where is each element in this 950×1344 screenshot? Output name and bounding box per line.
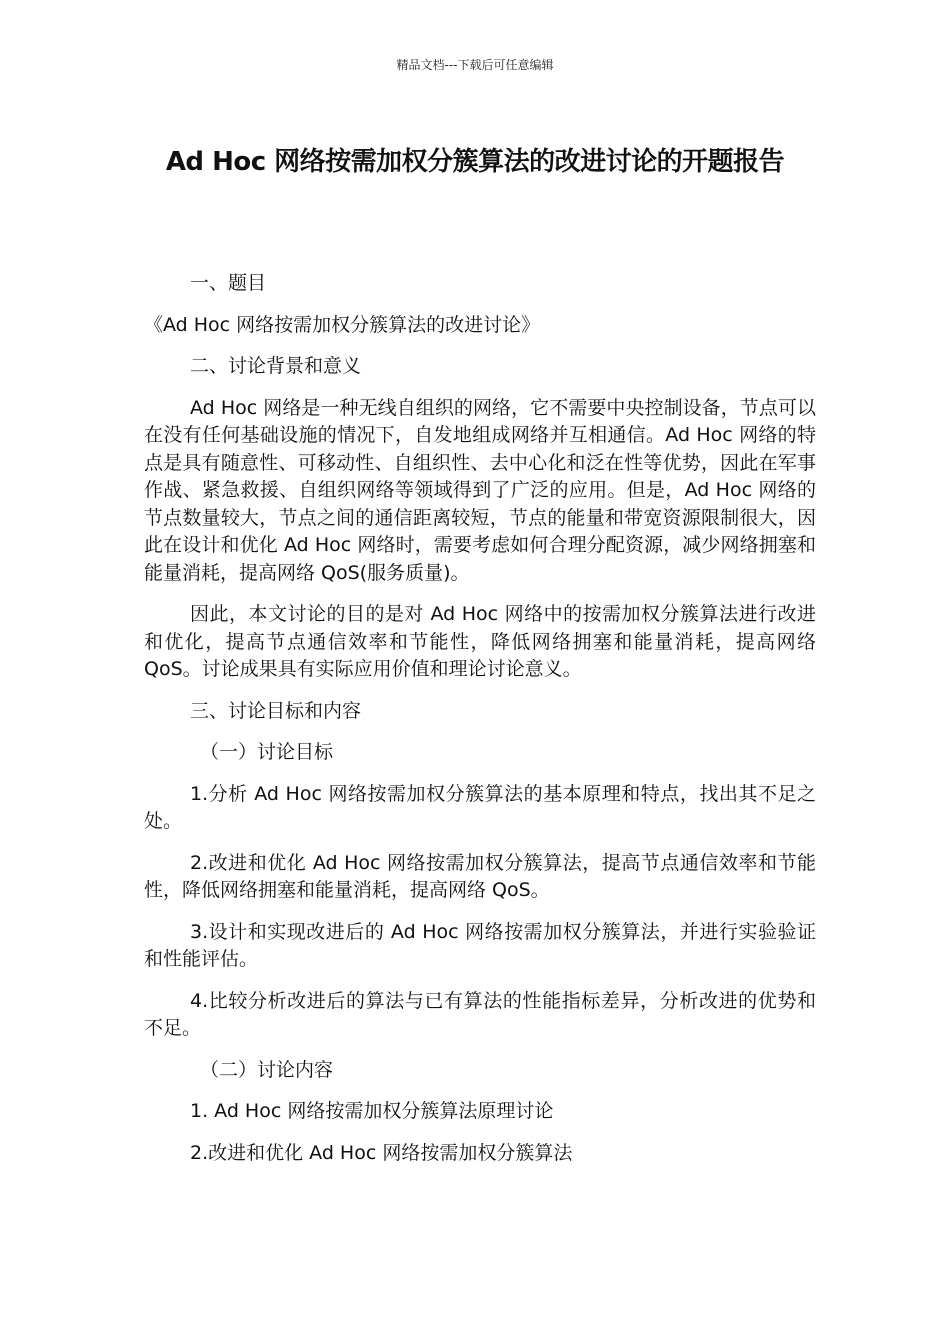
paragraph-purpose: 因此，本文讨论的目的是对 Ad Hoc 网络中的按需加权分簇算法进行改进和优化，提高节点通信效率和节能性，降低网络拥塞和能量消耗，提高网络 QoS。讨论成果具有实际应用价值和理论讨论意义。 xyxy=(144,603,816,680)
subsection-heading-goals: （一）讨论目标 xyxy=(200,741,334,763)
section-heading-goals-content: 三、讨论目标和内容 xyxy=(190,699,362,722)
paragraph-background: Ad Hoc 网络是一种无线自组织的网络，它不需要中央控制设备，节点可以在没有任何基础设施的情况下，自发地组成网络并互相通信。Ad Hoc 网络的特点是具有随意性、可移动性、自组织性、去中心化和泛在性等优势，因此在军事作战、紧急救援、自组织网络等领域得到了广泛的应用。但是，Ad Hoc 网络的节点数量较大，节点之间的通信距离较短，节点的能量和带宽资源限制很大，因此在设计和优化 Ad Hoc 网络时，需要考虑如何合理分配资源，减少网络拥塞和能量消耗，提高网络 QoS(服务质量)。 xyxy=(144,396,816,584)
document-body xyxy=(144,270,816,1181)
goal-item: 2.改进和优化 Ad Hoc 网络按需加权分簇算法，提高节点通信效率和节能性，降低网络拥塞和能量消耗，提高网络 QoS。 xyxy=(144,851,816,901)
topic-title: 《Ad Hoc 网络按需加权分簇算法的改进讨论》 xyxy=(144,313,541,336)
subsection-heading-content: （二）讨论内容 xyxy=(200,1058,334,1081)
section-heading-topic: 一、题目 xyxy=(190,272,267,294)
goal-item: 3.设计和实现改进后的 Ad Hoc 网络按需加权分簇算法，并进行实验验证和性能评估。 xyxy=(144,920,816,970)
header-watermark: 精品文档---下载后可任意编辑 xyxy=(396,58,554,72)
section-heading-background: 二、讨论背景和意义 xyxy=(190,355,362,377)
content-item: 2.改进和优化 Ad Hoc 网络按需加权分簇算法 xyxy=(190,1141,573,1164)
document-title: Ad Hoc 网络按需加权分簇算法的改进讨论的开题报告 xyxy=(165,147,785,177)
goal-item: 1.分析 Ad Hoc 网络按需加权分簇算法的基本原理和特点，找出其不足之处。 xyxy=(144,782,816,832)
goal-item: 4.比较分析改进后的算法与已有算法的性能指标差异，分析改进的优势和不足。 xyxy=(144,989,816,1039)
content-item: 1. Ad Hoc 网络按需加权分簇算法原理讨论 xyxy=(190,1100,554,1122)
